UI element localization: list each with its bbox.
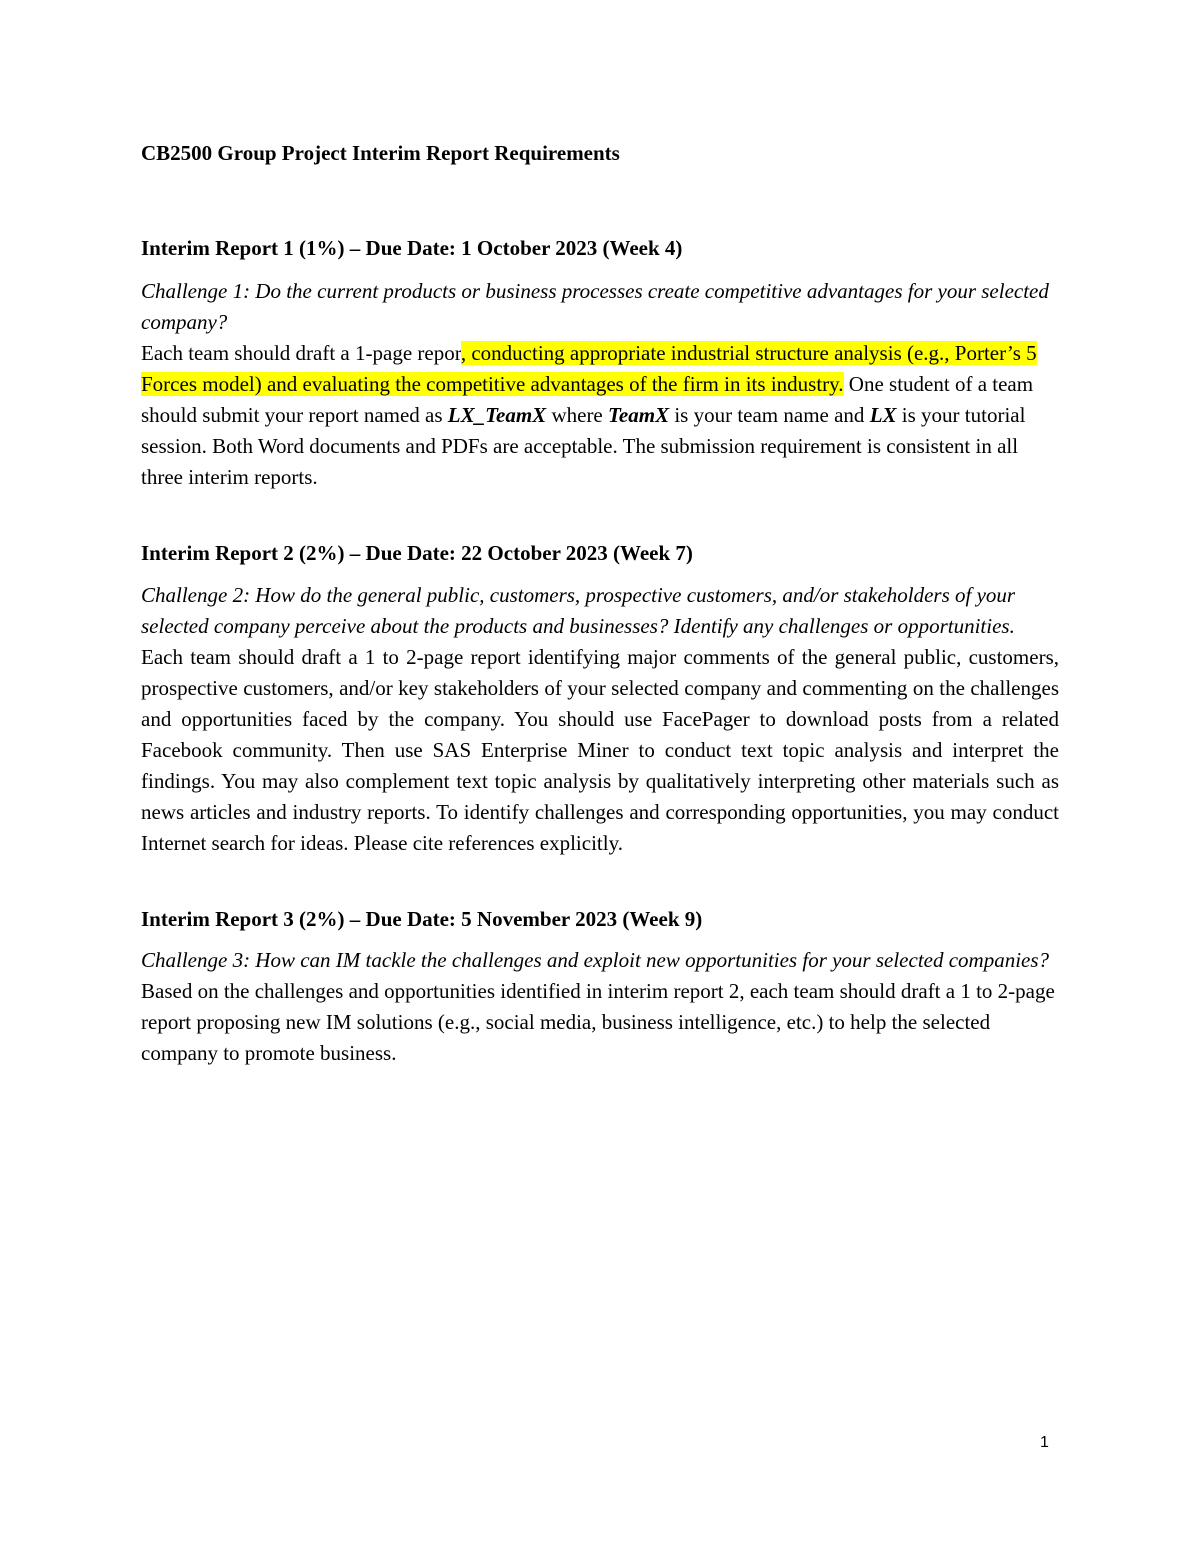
submission-text-2: where xyxy=(546,403,609,427)
interim-report-2-section xyxy=(141,538,1059,859)
interim-report-2-description: Each team should draft a 1 to 2-page report identifying major comments of the general public, customers, prospective customers, and/or key stakeholders of your selected company and commenting on the challenges and opportunities faced by the company. You should use FacePager to download posts from a related Facebook community. Then use SAS Enterprise Miner to conduct text topic analysis and interpret the findings. You may also complement text topic analysis by qualitatively interpreting other materials such as news articles and industry reports. To identify challenges and corresponding opportunities, you may conduct Internet search for ideas. Please cite references explicitly. xyxy=(141,645,1059,855)
submission-lx: LX xyxy=(869,403,897,427)
page-number: 1 xyxy=(1040,1434,1049,1451)
interim-report-3-section xyxy=(141,904,1059,1069)
challenge-1-question: Challenge 1: Do the current products or business processes create competitive advantages for your selected company? xyxy=(141,279,1049,334)
interim-report-1-section xyxy=(141,233,1059,493)
submission-text-3: is your team name and xyxy=(669,403,870,427)
document-body xyxy=(141,138,1059,1069)
challenge-3-question: Challenge 3: How can IM tackle the challenges and exploit new opportunities for your selected companies? xyxy=(141,948,1050,972)
document-title: CB2500 Group Project Interim Report Requirements xyxy=(141,141,620,165)
interim-report-3-description: Based on the challenges and opportunities identified in interim report 2, each team should draft a 1 to 2-page report proposing new IM solutions (e.g., social media, business intelligence, etc.) to help the selected company to promote business. xyxy=(141,979,1055,1065)
interim-report-3-heading: Interim Report 3 (2%) – Due Date: 5 November 2023 (Week 9) xyxy=(141,907,703,931)
submission-filename: LX_TeamX xyxy=(447,403,547,427)
interim-report-1-heading: Interim Report 1 (1%) – Due Date: 1 October 2023 (Week 4) xyxy=(141,236,683,260)
submission-text-4: is your tutorial session. Both Word documents and PDFs are acceptable. The submission requirement is consistent in all three interim reports. xyxy=(141,403,1026,489)
interim-report-1-description xyxy=(141,338,1059,493)
report-1-highlighted-text: , conducting appropriate industrial structure analysis (e.g., Porter’s 5 Forces model) and evaluating the competitive advantages of the firm in its industry. xyxy=(141,341,1037,396)
challenge-2-question: Challenge 2: How do the general public, customers, prospective customers, and/or stakeholders of your selected company perceive about the products and businesses? Identify any challenges or opportunities. xyxy=(141,583,1016,638)
interim-report-2-heading: Interim Report 2 (2%) – Due Date: 22 October 2023 (Week 7) xyxy=(141,541,693,565)
submission-text-1: One student of a team should submit your report named as xyxy=(141,372,1034,427)
report-1-lead-text: Each team should draft a 1-page repor xyxy=(141,341,461,365)
submission-teamx: TeamX xyxy=(608,403,670,427)
